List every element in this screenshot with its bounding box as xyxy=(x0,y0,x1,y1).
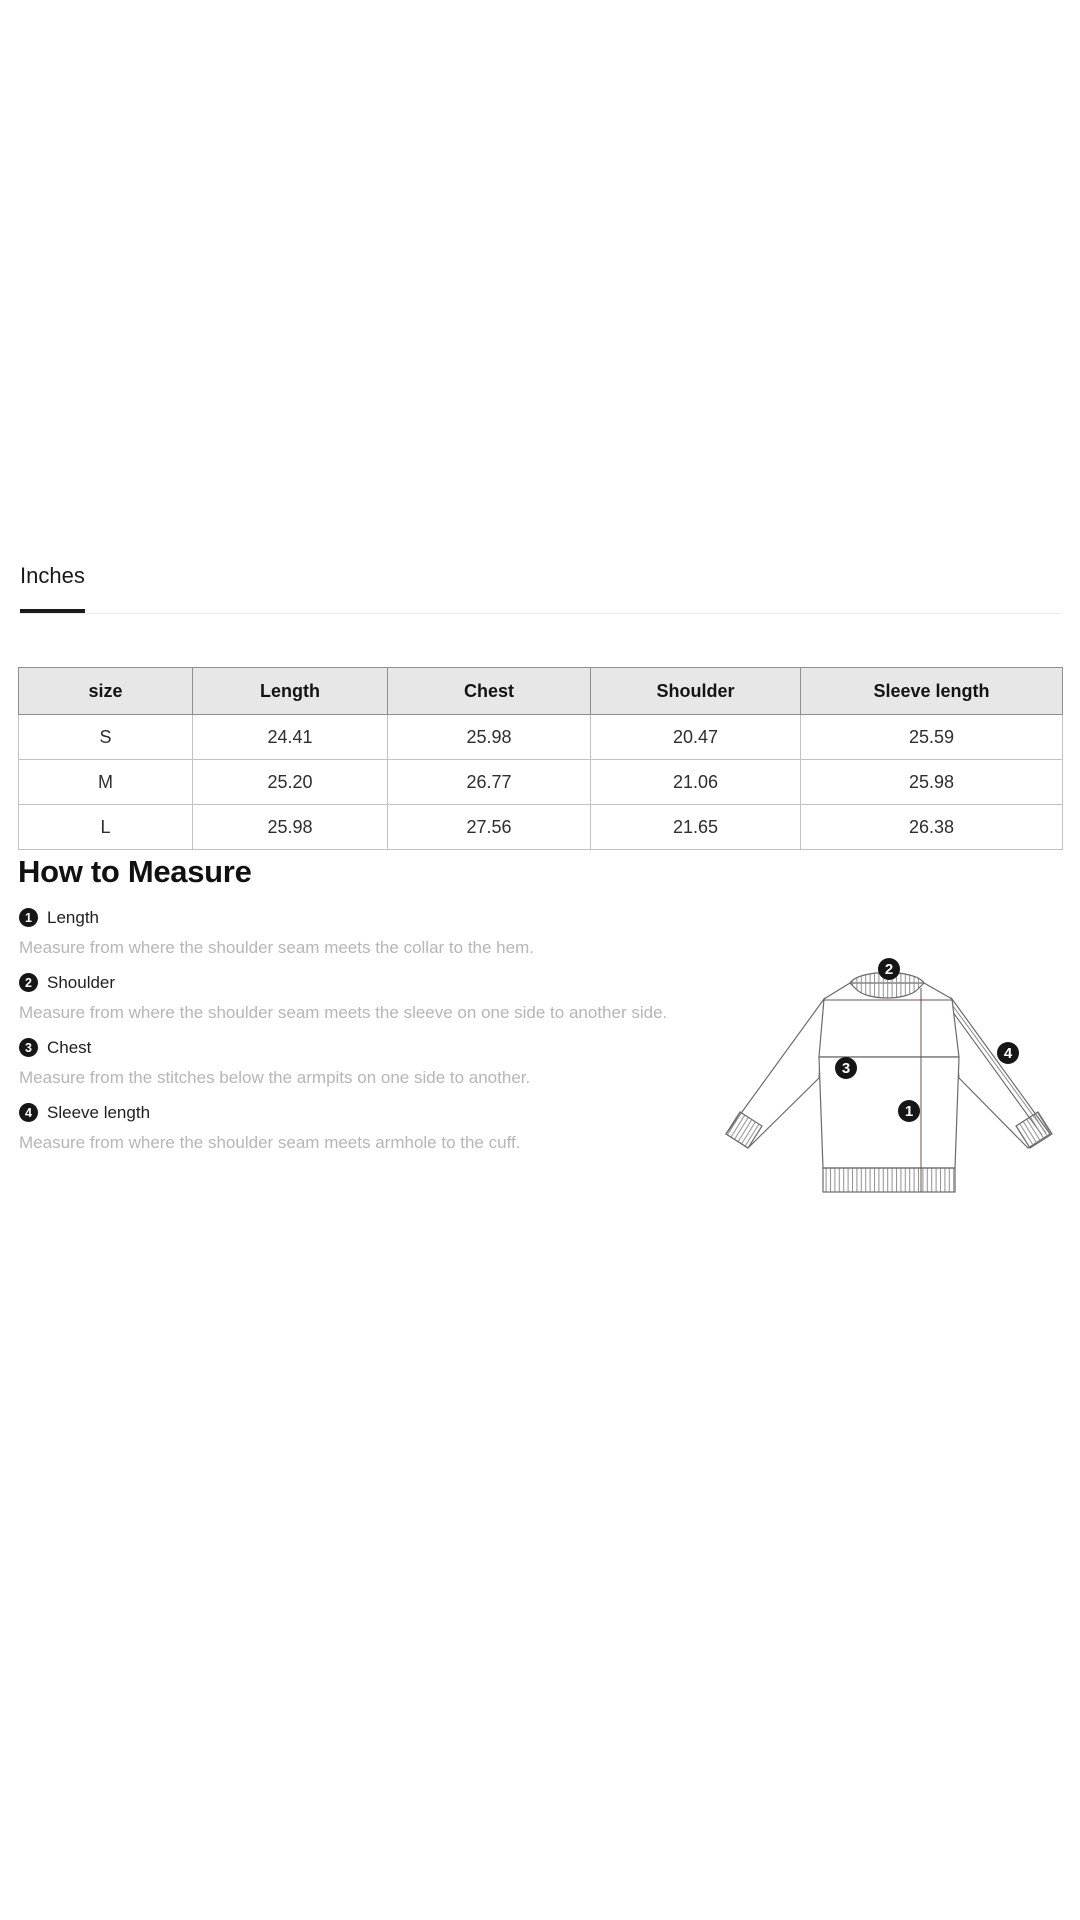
cell-sleeve-length: 25.98 xyxy=(801,760,1063,805)
measure-item-label: Chest xyxy=(47,1037,92,1057)
measure-item-chest xyxy=(19,1038,739,1087)
measure-item-shoulder xyxy=(19,973,739,1022)
measure-item-label: Sleeve length xyxy=(47,1102,151,1122)
measure-list xyxy=(19,908,739,1168)
unit-tab-bar xyxy=(18,561,1062,614)
measure-item-label: Length xyxy=(47,907,99,927)
svg-text:1: 1 xyxy=(904,1103,914,1120)
hem-rib-band xyxy=(823,1168,955,1192)
cell-shoulder: 20.47 xyxy=(591,715,801,760)
sweater-back-illustration xyxy=(697,943,1075,1195)
table-row-m xyxy=(19,760,1063,805)
svg-text:4: 4 xyxy=(1003,1045,1013,1062)
cell-length: 25.20 xyxy=(193,760,388,805)
svg-text:3: 3 xyxy=(841,1060,851,1077)
marker-4-badge xyxy=(997,1042,1019,1064)
cell-chest: 26.77 xyxy=(388,760,591,805)
cell-shoulder: 21.65 xyxy=(591,805,801,850)
svg-text:2: 2 xyxy=(884,961,894,978)
number-4-badge: 4 xyxy=(19,1103,38,1122)
number-1-badge: 1 xyxy=(19,908,38,927)
header-size: size xyxy=(19,668,193,715)
marker-1-badge xyxy=(898,1100,920,1122)
header-sleeve-length: Sleeve length xyxy=(801,668,1063,715)
measure-item-head xyxy=(19,1038,739,1057)
how-to-measure-title: How to Measure xyxy=(18,854,252,889)
cell-chest: 27.56 xyxy=(388,805,591,850)
number-3-badge: 3 xyxy=(19,1038,38,1057)
cell-shoulder: 21.06 xyxy=(591,760,801,805)
table-row-l xyxy=(19,805,1063,850)
number-2-badge: 2 xyxy=(19,973,38,992)
table-row-s xyxy=(19,715,1063,760)
cell-size: M xyxy=(19,760,193,805)
measure-item-description: Measure from where the shoulder seam meets the sleeve on one side to another side. xyxy=(19,1003,668,1022)
cell-length: 24.41 xyxy=(193,715,388,760)
measure-item-description: Measure from the stitches below the armpits on one side to another. xyxy=(19,1068,531,1087)
measure-item-sleeve-length xyxy=(19,1103,739,1152)
measure-item-head xyxy=(19,1103,739,1122)
marker-3-badge xyxy=(835,1057,857,1079)
header-chest: Chest xyxy=(388,668,591,715)
marker-2-badge xyxy=(878,958,900,980)
measure-item-label: Shoulder xyxy=(47,972,116,992)
measure-item-description: Measure from where the shoulder seam meets the collar to the hem. xyxy=(19,938,534,957)
cell-sleeve-length: 26.38 xyxy=(801,805,1063,850)
cell-size: S xyxy=(19,715,193,760)
measure-item-description: Measure from where the shoulder seam meets armhole to the cuff. xyxy=(19,1133,521,1152)
size-table-head xyxy=(19,668,1063,715)
header-length: Length xyxy=(193,668,388,715)
measure-item-length xyxy=(19,908,739,957)
cell-size: L xyxy=(19,805,193,850)
cell-length: 25.98 xyxy=(193,805,388,850)
header-shoulder: Shoulder xyxy=(591,668,801,715)
size-table-header-row xyxy=(19,668,1063,715)
size-table-body xyxy=(19,715,1063,850)
cell-sleeve-length: 25.59 xyxy=(801,715,1063,760)
cell-chest: 25.98 xyxy=(388,715,591,760)
measure-item-head xyxy=(19,973,739,992)
measure-item-head xyxy=(19,908,739,927)
size-table xyxy=(18,667,1063,850)
tab-inches[interactable]: Inches xyxy=(20,561,85,613)
sweater-measurement-diagram xyxy=(697,943,1075,1195)
